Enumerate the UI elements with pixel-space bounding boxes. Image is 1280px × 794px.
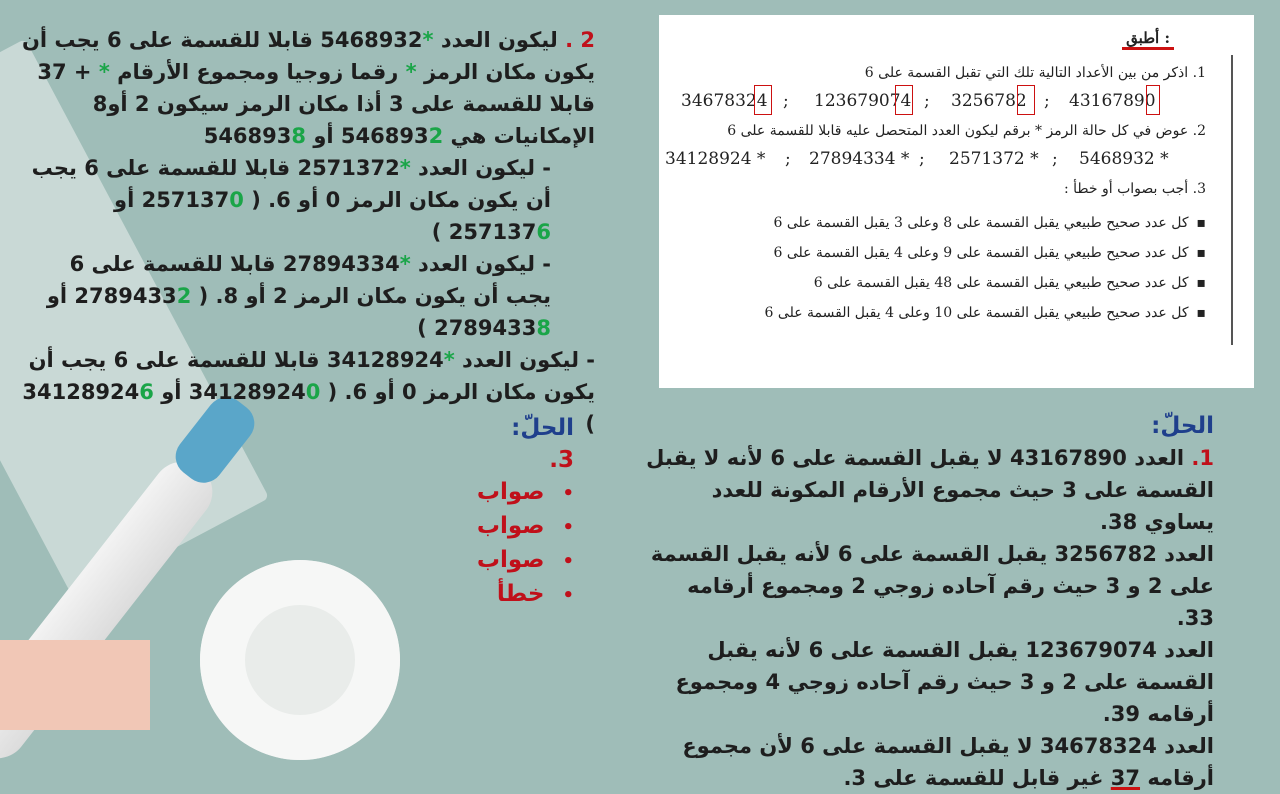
symbol-star: * [422, 28, 434, 52]
text: ليكون العدد [418, 156, 535, 180]
digits: 2789433 [434, 316, 537, 340]
digit: 0 [229, 188, 244, 212]
digit: 6 [139, 380, 154, 404]
number: 5468932 * [1079, 149, 1169, 169]
solution-header: الحلّ: [1151, 413, 1214, 439]
digits: 546893 [203, 124, 292, 148]
text: أو [313, 124, 334, 148]
text: قابلا للقسمة على 6 يجب أن يكون مكان الرمز 0 أو 6. ( [31, 156, 551, 212]
circled-digit-mark [754, 85, 772, 115]
text: ) [417, 316, 427, 340]
text: ) [585, 412, 595, 436]
symbol-star: * [399, 156, 411, 180]
number: 5468932 [320, 28, 423, 52]
notebook-decoration [0, 640, 150, 730]
digit: 2 [176, 284, 192, 308]
underlined-number: 37 [1110, 766, 1141, 790]
number: 43167890 [1069, 91, 1156, 111]
question-number: 2 . [565, 28, 595, 52]
digit: 6 [536, 220, 551, 244]
text: ليكون العدد [440, 28, 558, 52]
number: 123679074 [814, 91, 912, 111]
number: 34128924 * [665, 149, 766, 169]
answer-item: • صواب [454, 476, 574, 510]
option-number [189, 380, 321, 404]
question-3: 3. أجب بصواب أو خطأ : [1063, 181, 1206, 197]
number: 34128924 [326, 348, 444, 372]
option-number [449, 220, 551, 244]
circled-digit-mark [895, 85, 913, 115]
digit: 8 [536, 316, 551, 340]
digit: 0 [305, 380, 321, 404]
text: قابلا للقسمة على 6 يجب أن يكون مكان الرمز [21, 28, 595, 84]
answers-list [454, 476, 574, 612]
explanation-paragraph-2: - ليكون العدد *2571372 قابلا للقسمة على 6 يجب أن يكون مكان الرمز 0 أو 6. ( 2571370 أو 2571376 ) [31, 156, 551, 244]
digit: 2 [428, 124, 444, 148]
question-number: 1. [1191, 446, 1214, 470]
digits: 34128924 [188, 380, 306, 404]
solution-line: العدد 123679074 يقبل القسمة على 6 لأنه يقبل القسمة على 2 و 3 حيث رقم آحاده زوجي 4 ومجموع أرقامه 39. [675, 638, 1214, 726]
number: 34678324 [681, 91, 768, 111]
text: رقما زوجيا ومجموع الأرقام [117, 60, 399, 84]
digits: 2789433 [74, 284, 177, 308]
separator: ; [919, 149, 925, 169]
symbol-star: * [443, 348, 455, 372]
text: ) [431, 220, 442, 244]
text: العدد 43167890 لا يقبل القسمة على 6 لأنه لا يقبل القسمة على 3 حيث مجموع الأرقام المكونة للعدد يساوي 38. [646, 446, 1214, 534]
text: قابلا للقسمة على 6 يجب أن يكون مكان الرمز 0 أو 6. ( [28, 348, 595, 404]
explanation-paragraph-1 [20, 24, 595, 152]
true-false-item: ▪ كل عدد صحيح طبيعي يقبل القسمة على 8 وعلى 3 يقبل القسمة على 6 [773, 215, 1206, 231]
digits: 546893 [340, 124, 429, 148]
option-number [341, 124, 443, 148]
option-number [204, 124, 306, 148]
number: 2571372 * [949, 149, 1039, 169]
question-2: 2. عوض في كل حالة الرمز * برقم ليكون العدد المتحصل عليه قابلا للقسمة على 6 [727, 123, 1206, 139]
margin-line [1231, 55, 1233, 345]
separator: ; [1044, 91, 1050, 111]
symbol-star: * [405, 60, 417, 84]
separator: ; [1052, 149, 1058, 169]
solution-line [644, 442, 1214, 538]
explanation-text [20, 24, 595, 440]
tape-decoration [200, 560, 400, 760]
circled-digit-mark [1146, 85, 1160, 115]
explanation-paragraph-4: - ليكون العدد *34128924 قابلا للقسمة على 6 يجب أن يكون مكان الرمز 0 أو 6. ( 341289240 أو 341289246 ) [22, 348, 595, 436]
worksheet-panel [659, 15, 1254, 388]
true-false-item: ▪ كل عدد صحيح طبيعي يقبل القسمة على 10 وعلى 4 يقبل القسمة على 6 [765, 305, 1206, 321]
number: 3256782 [951, 91, 1027, 111]
question-number: 3. [549, 447, 574, 473]
answer-item: • صواب [454, 544, 574, 578]
symbol-star: * [399, 252, 411, 276]
number: 2571372 [297, 156, 400, 180]
text: + 37 قابلا للقسمة على 3 أذا مكان الرمز سيكون 2 أو8 الإمكانيات هي [37, 60, 595, 148]
solution-line: العدد 3256782 يقبل القسمة على 6 لأنه يقبل القسمة على 2 و 3 حيث رقم آحاده زوجي 2 ومجموع أرقامه 33. [650, 542, 1214, 630]
digits: 257137 [448, 220, 537, 244]
separator: ; [785, 149, 791, 169]
option-number [142, 188, 244, 212]
text: قابلا للقسمة على 6 يجب أن يكون مكان الرمز 2 أو 8. ( [69, 252, 551, 308]
worksheet-title: أطبق : [1122, 29, 1174, 50]
digits: 34128924 [22, 380, 140, 404]
true-false-item: ▪ كل عدد صحيح طبيعي يقبل القسمة على 9 وعلى 4 يقبل القسمة على 6 [773, 245, 1206, 261]
circled-digit-mark [1017, 85, 1035, 115]
solution-header: الحلّ: [511, 415, 574, 441]
digit: 8 [291, 124, 306, 148]
true-false-item: ▪ كل عدد صحيح طبيعي يقبل القسمة على 48 يقبل القسمة على 6 [814, 275, 1206, 291]
number: 27894334 * [809, 149, 910, 169]
question-1: 1. اذكر من بين الأعداد التالية تلك التي تقبل القسمة على 6 [864, 65, 1206, 81]
solution-line [644, 730, 1214, 794]
option-number [434, 316, 551, 340]
text: غير قابل للقسمة على 3. [843, 766, 1104, 790]
number: 27894334 [282, 252, 400, 276]
option-number [74, 284, 191, 308]
solution-3 [454, 412, 574, 612]
answer-item: • خطأ [454, 578, 574, 612]
text: ليكون العدد [418, 252, 535, 276]
separator: ; [924, 91, 930, 111]
explanation-paragraph-3: - ليكون العدد *27894334 قابلا للقسمة على 6 يجب أن يكون مكان الرمز 2 أو 8. ( 27894332 أو 27894338 ) [46, 252, 551, 340]
option-number [22, 380, 154, 404]
separator: ; [783, 91, 789, 111]
text: - ليكون العدد [462, 348, 595, 372]
symbol-star: * [98, 60, 110, 84]
answer-item: • صواب [454, 510, 574, 544]
solution-1 [644, 410, 1214, 794]
digits: 257137 [141, 188, 230, 212]
text: العدد 34678324 لا يقبل القسمة على 6 لأن مجموع أرقامه [682, 734, 1214, 790]
